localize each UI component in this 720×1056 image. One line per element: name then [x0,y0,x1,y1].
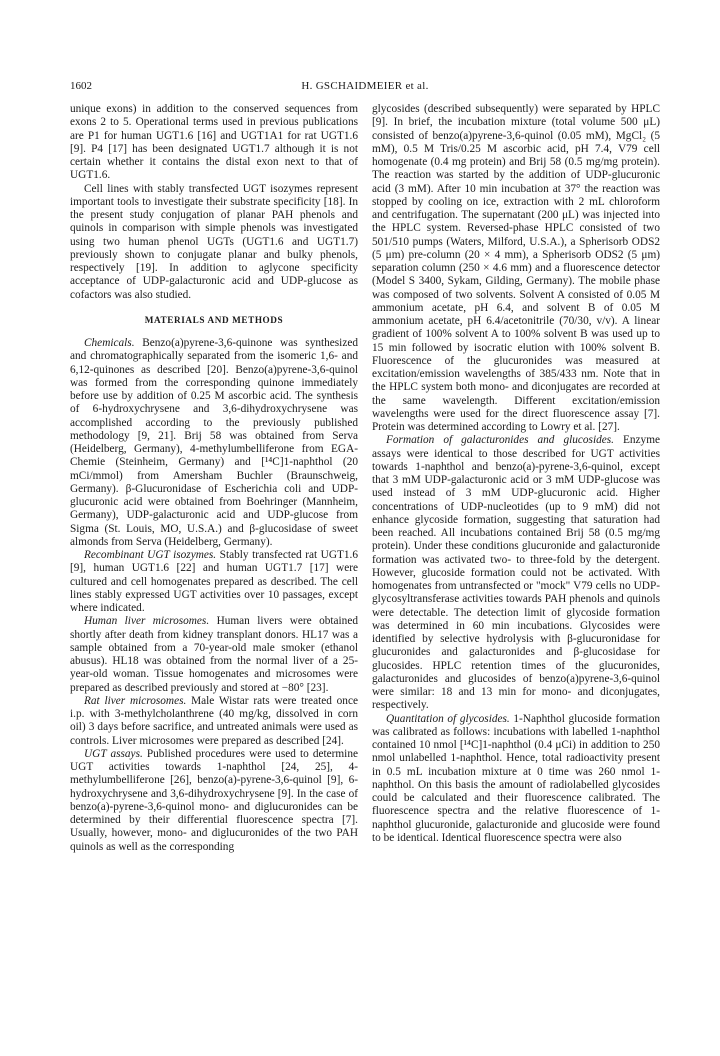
intro-paragraph-1: unique exons) in addition to the conserved sequences from exons 2 to 5. Operational terms used in previous publications are P1 for human UGT1.6 [16] and UGT1A1 for rat UGT1.6 [9]. P4 [17] has been designated UGT1.7 although it is not certain whether it contains the distal exon next to that of UGT1.6. [70,103,358,182]
running-title: H. GSCHAIDMEIER et al. [301,80,429,92]
paragraph-quantitation [372,713,660,846]
lead-ugt-assays: UGT assays. [84,747,143,760]
lead-human-liver: Human liver microsomes. [84,615,210,628]
text-recombinant: Stably transfected rat UGT1.6 [9], human UGT1.6 [22] and human UGT1.7 [17] were cultured and cell homogenates prepared as described. The cell lines stably expressed UGT activities over 10 passages, except where indicated. [70,549,358,614]
text-formation: Enzyme assays were identical to those described for UGT activities towards 1-naphthol and benzo(a)-pyrene-3,6-quinol, except that 3 mM UDP-galacturonic acid or 3 mM UDP-glucose was used instead of 3 mM UDP-glucuronic acid. Higher concentrations of UDP-nucleotides (up to 9 mM) did not enhance glycoside formation, suggesting that saturation had been reached. All incubations contained Brij 58 (0.5 mg/mg protein). Under these conditions glucuronide and galacturonide formation was activated two- to three-fold by the detergent. However, glucoside formation could not be activated. With homogenates from untransfected or "mock" V79 cells no UDP-glycosyltransferase activities towards PAH phenols and quinols were detectable. The detection limit of glycoside formation was determined in 60 min incubations. Glycosides were identified by selective hydrolysis with β-glucuronidase for glucuronides and galacturonides and β-glucosidase for glucosides. HPLC retention times of the glucuronides, galacturonides and glucosides of benzo(a)pyrene-3,6-quinol were similar: 18 and 13 min for mono- and diconjugates, respectively. [372,434,660,712]
lead-quantitation: Quantitation of glycosides. [386,712,510,725]
text-ugt-assays: Published procedures were used to determine UGT activities towards 1-naphthol [24, 25], 4-methylumbelliferone [26], benzo(a)-pyrene-3,6-quinol [9], 6-hydroxychrysene and 3,6-dihydroxychrysene [9]. In the case of benzo(a)-pyrene-3,6-quinol mono- and diglucuronides can be determined by their differential fluorescence spectra [7]. Usually, however, mono- and diglucuronides of the two PAH quinols as well as the corresponding [70,747,358,853]
paragraph-rat-liver [70,695,358,748]
paragraph-chemicals [70,337,358,549]
text-chemicals: Benzo(a)pyrene-3,6-quinone was synthesized and chromatographically separated from the isomeric 1,6- and 6,12-quinones as described [20]. Benzo(a)pyrene-3,6-quinol was formed from the corresponding quinone immediately before use by addition of 0.25 M ascorbic acid. The synthesis of 6-hydroxychrysene and 3,6-dihydroxychrysene was accomplished according to the previously published methodology [9, 21]. Brij 58 was obtained from Serva (Heidelberg, Germany), 4-methylumbelliferone from EGA-Chemie (Steinheim, Germany) and [¹⁴C]1-naphthol (20 mCi/mmol) from Amersham Buchler (Braunschweig, Germany). β-Glucuronidase of Escherichia coli and UDP-glucuronic acid were obtained from Boehringer (Mannheim, Germany), UDP-galacturonic acid and UDP-glucose from Sigma (St. Louis, MO, U.S.A.) and β-glucosidase of sweet almonds from Serva (Heidelberg, Germany). [70,337,358,548]
running-head [70,80,660,96]
left-column [70,103,358,854]
intro-paragraph-2: Cell lines with stably transfected UGT isozymes represent important tools to investigate their substrate specificity [18]. In the present study conjugation of planar PAH phenols and quinols in comparison with simple phenols was investigated using two human phenol UGTs (UGT1.6 and UGT1.7) previously shown to conjugate planar and bulky phenols, respectively [19]. In addition to aglycone specificity acceptance of UDP-galacturonic acid and UDP-glucose as cofactors was also studied. [70,182,358,301]
lead-recombinant: Recombinant UGT isozymes. [84,549,217,561]
right-column [372,103,660,845]
page-number: 1602 [70,80,92,92]
paragraph-recombinant [70,549,358,615]
paragraph-ugt-assays [70,748,358,854]
text-quantitation: 1-Naphthol glucoside formation was calibrated as follows: incubations with labelled 1-naphthol contained 10 nmol [¹⁴C]1-naphthol (0.4 μCi) in addition to 250 nmol unlabelled 1-naphthol. Hence, total radioactivity present in 0.5 mL incubation mixture at 0 time was 260 nmol 1-naphthol. On this basis the amount of radiolabelled glycosides could be calculated and their fluorescence calibrated. The fluorescence spectra and the relative fluorescence of 1-naphthol glucuronide, galacturonide and glucoside were found to be identical. Identical fluorescence spectra were also [372,712,660,844]
text-human-liver: Human livers were obtained shortly after death from kidney transplant donors. HL17 was a sample obtained from a 70-year-old male smoker (ethanol abusus). HL18 was obtained from the normal liver of a 25-year-old woman. Tissue homogenates and microsomes were prepared as described previously and stored at −80° [23]. [70,615,358,694]
lead-chemicals: Chemicals. [84,337,135,349]
text-rat-liver: Male Wistar rats were treated once i.p. with 3-methylcholanthrene (40 mg/kg, dissolved in corn oil) 3 days before sacrifice, and untreated animals were used as controls. Liver microsomes were prepared as described [24]. [70,694,358,747]
paragraph-human-liver [70,615,358,695]
paragraph-formation [372,434,660,712]
section-heading-materials-methods: MATERIALS AND METHODS [144,314,284,325]
paragraph-hplc-continuation: glycosides (described subsequently) were separated by HPLC [9]. In brief, the incubation mixture (total volume 500 μL) consisted of benzo(a)pyrene-3,6-quinol (0.05 mM), MgCl₂ (5 mM), 0.5 M Tris/0.25 M ascorbic acid, pH 7.4, V79 cell homogenate (0.4 mg protein) and Brij 58 (0.5 mg/mg protein). The reaction was started by the addition of UDP-glucuronic acid (3 mM). After 10 min incubation at 37° the reaction was stopped by cooling on ice, extraction with 2 mL chloroform and centrifugation. The supernatant (200 μL) was injected into the HPLC system. Reversed-phase HPLC consisted of two 501/510 pumps (Waters, Milford, U.S.A.), a Spherisorb ODS2 (5 μm) pre-column (20 × 4 mm), a Spherisorb ODS2 (5 μm) separation column (250 × 4.6 mm) and a fluorescence detector (Model S 3400, Sykam, Gilding, Germany). The mobile phase was composed of two solvents. Solvent A consisted of 0.05 M ammonium acetate, pH 6.4, and solvent B of 0.05 M ammonium acetate, pH 6.4/acetonitrile (70/30, v/v). A linear gradient of 100% solvent A to 100% solvent B was used up to 15 min followed by isocratic elution with 100% solvent B. Fluorescence of the glucuronides was measured at excitation/emission wavelengths of 385/433 nm. Note that in the HPLC system both mono- and diconjugates are recorded at the same wavelength. Different excitation/emission wavelengths were used for the direct fluorescence assay [7]. Protein was determined according to Lowry et al. [27]. [372,103,660,433]
lead-formation: Formation of galacturonides and glucosides. [386,434,614,447]
lead-rat-liver: Rat liver microsomes. [84,694,187,707]
